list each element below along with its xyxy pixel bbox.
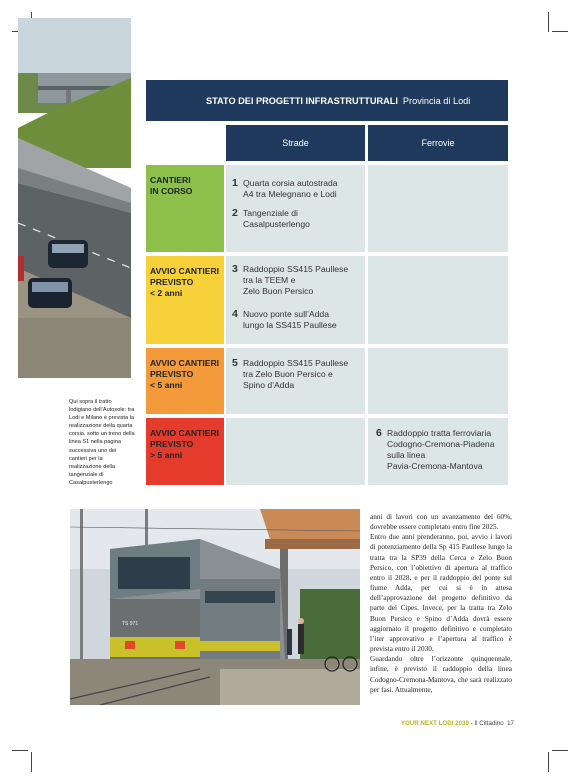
- item-number: 5: [232, 357, 238, 369]
- article-paragraph: anni di lavori con un avanzamento del 60%, dovrebbe essere completato entro fine 2025.: [370, 513, 512, 532]
- list-item: [232, 358, 348, 391]
- item-text: Raddoppio tratta ferroviaria Codogno-Cremona-Piadena sulla linea Pavia-Cremona-Mantova: [387, 428, 495, 471]
- status-label-in-corso: [146, 165, 224, 252]
- strade-cell: [226, 418, 365, 485]
- status-label-text: AVVIO CANTIERI PREVISTO < 2 anni: [150, 266, 220, 298]
- ferrovie-cell: [368, 418, 508, 485]
- ferrovie-cell: [368, 256, 508, 344]
- footer-brand: YOUR NEXT LODI 2030: [400, 720, 469, 727]
- status-label-oltre-5-anni: [146, 418, 224, 485]
- page-footer: [370, 720, 514, 727]
- list-item: [232, 208, 310, 230]
- item-text: Raddoppio SS415 Paullese tra Zelo Buon Persico e Spino d’Adda: [243, 358, 349, 390]
- item-text: Quarta corsia autostrada A4 tra Melegnano e Lodi: [243, 178, 338, 199]
- page-number: 17: [507, 720, 514, 727]
- crop-mark: [552, 750, 568, 751]
- table-title: [146, 80, 508, 121]
- crop-mark: [552, 31, 568, 32]
- status-label-text: AVVIO CANTIERI PREVISTO < 5 anni: [150, 358, 220, 390]
- ferrovie-cell: [368, 348, 508, 414]
- list-item: [376, 428, 495, 472]
- infrastructure-table: [146, 80, 508, 485]
- crop-mark: [548, 752, 549, 772]
- item-number: 4: [232, 308, 238, 320]
- footer-publication: - Il Cittadino: [468, 720, 504, 727]
- train-number-label: TS 971: [122, 621, 139, 627]
- item-text: Tangenziale di Casalpusterlengo: [243, 208, 310, 229]
- crop-mark: [548, 12, 549, 32]
- item-number: 1: [232, 177, 238, 189]
- item-number: 6: [376, 427, 382, 439]
- table-subtitle: Provincia di Lodi: [402, 95, 471, 106]
- item-number: 3: [232, 263, 238, 275]
- strade-cell: [226, 165, 365, 252]
- strade-cell: [226, 256, 365, 344]
- item-text: Nuovo ponte sull’Adda lungo la SS415 Paullese: [243, 309, 337, 330]
- status-label-text: AVVIO CANTIERI PREVISTO > 5 anni: [150, 428, 220, 460]
- train-photo: [70, 509, 360, 705]
- status-label-2-anni: [146, 256, 224, 344]
- ferrovie-cell: [368, 165, 508, 252]
- item-text: Raddoppio SS415 Paullese tra la TEEM e Zelo Buon Persico: [243, 264, 349, 296]
- article-paragraph: Guardando oltre l’orizzonte quinquennale, infine, è previsto il raddoppio della linea Codogno-Cremona-Mantova, che sarà realizzato per fasi. Attualmente,: [370, 655, 512, 694]
- crop-mark: [12, 750, 28, 751]
- article-paragraph: Entro due anni prenderanno, poi, avvio i lavori di potenziamento della Sp 415 Paullese lungo la tratta tra la SP39 della Cerca e Zelo Buon Persico, con l’obiettivo di apertura al traffico entro il 2028, e per il raddoppio del ponte sul fiume Adda, per cui si è in attesa dell’approvazione del progetto definitivo da parte del Cipes. Invece, per la tratta tra Zelo Buon Persico e Spino d’Adda dovrà essere aggiornato il progetto definitivo e completato l’iter approvativo e l’apertura al traffico è prevista entro il 2030.: [370, 533, 512, 654]
- table-title-text: STATO DEI PROGETTI INFRASTRUTTURALI: [206, 95, 398, 106]
- strade-cell: [226, 348, 365, 414]
- column-header-ferrovie: Ferrovie: [368, 125, 508, 161]
- list-item: [232, 264, 348, 297]
- item-number: 2: [232, 207, 238, 219]
- list-item: [232, 309, 337, 331]
- status-label-text: CANTIERI IN CORSO: [150, 175, 193, 196]
- column-header-strade: Strade: [226, 125, 365, 161]
- photo-caption: Qui sopra il tratto lodigiano dell’Autosole: tra Lodi e Milano è prevista la realizzazione della quarta corsia. sotto un treno della linea S1 nella pagina successiva uno dei cantieri per la realizzazione della tangenziale di Casalpusterlengo: [69, 399, 135, 486]
- list-item: [232, 178, 338, 200]
- crop-mark: [31, 752, 32, 772]
- highway-photo: [18, 18, 131, 378]
- status-label-5-anni: [146, 348, 224, 414]
- article-body: [370, 512, 512, 695]
